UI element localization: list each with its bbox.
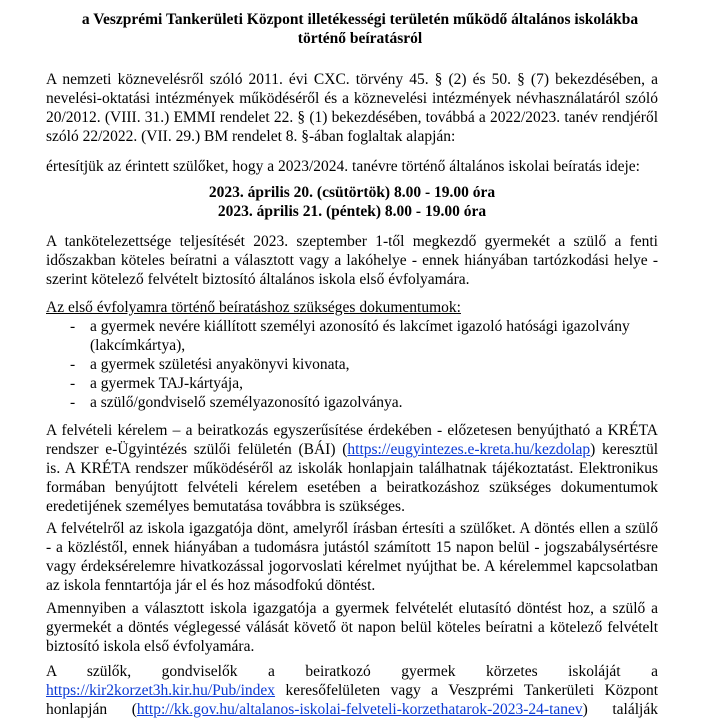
obligation-line: szerint kötelező felvételt biztosító általános iskola első évfolyamára.	[46, 271, 470, 288]
enrollment-date-1: 2023. április 20. (csütörtök) 8.00 - 19.00 óra	[208, 184, 496, 201]
list-item	[46, 355, 658, 374]
list-item-text: a gyermek TAJ-kártyája,	[90, 375, 243, 392]
decision-paragraph	[46, 519, 658, 595]
search-line: A szülők, gondviselők a beiratkozó gyermek körzetes iskoláját a	[46, 663, 658, 680]
search-text: ) találják	[582, 701, 658, 718]
search-text: honlapján (	[46, 701, 137, 718]
obligation-paragraph	[46, 232, 658, 289]
enrollment-date-2: 2023. április 21. (péntek) 8.00 - 19.00 óra	[217, 203, 487, 220]
kir-korzet-link[interactable]: https://kir2korzet3h.kir.hu/Pub/index	[46, 682, 276, 699]
bullet-dash: -	[70, 356, 76, 373]
kreta-line	[46, 440, 658, 459]
intro-line: szóló 22/2022. (VII. 29.) BM rendelet 8. §-ában foglaltak alapján:	[46, 128, 456, 145]
decision-line: az iskola fenntartója jár el és hoz másodfokú döntést.	[46, 577, 376, 594]
bullet-dash: -	[70, 394, 76, 411]
intro-line: A nemzeti köznevelésről szóló 2011. évi CXC. törvény 45. § (2) és 50. § (7) bekezdésében, a	[46, 71, 658, 88]
notice-text: értesítjük az érintett szülőket, hogy a 2023/2024. tanévre történő általános iskolai beíratás ideje:	[46, 158, 640, 175]
kreta-eugyintezes-link[interactable]: https://eugyintezes.e-kreta.hu/kezdolap	[347, 441, 591, 458]
kreta-line: eredetijének személyes bemutatása továbbra is szükséges.	[46, 498, 405, 515]
kreta-paragraph	[46, 421, 658, 516]
document-title-line-2: történő beíratásról	[297, 30, 423, 47]
list-item-text: a gyermek nevére kiállított személyi azonosító és lakcímet igazoló hatósági igazolvány	[90, 318, 630, 335]
kreta-line: is. A KRÉTA rendszer működéséről az iskolák honlapjain találhatnak tájékoztatást. Elektronikus	[46, 460, 658, 477]
list-item	[46, 393, 658, 412]
obligation-line: A tankötelezettsége teljesítését 2023. szeptember 1-től megkezdő gyermekét a szülő a fenti	[46, 233, 658, 250]
list-item-text: a szülő/gondviselő személyazonosító igazolványa.	[90, 394, 403, 411]
intro-paragraph	[46, 70, 658, 146]
rejection-line: gyermekét a döntés véglegessé válását követő öt napon belül köteles beíratni a kötelező felvételt	[46, 619, 658, 636]
enrollment-dates	[46, 183, 658, 221]
rejection-paragraph	[46, 599, 658, 656]
decision-line: - a közléstől, ennek hiányában a tudomásra jutástól számított 15 napon belül - jogszabálysértésre	[46, 539, 658, 556]
obligation-line: időszakban köteles beíratni a választott vagy a lakóhelye - ennek hiányában tartózkodási helye -	[46, 252, 658, 269]
search-text: keresőfelületen vagy a Veszprémi Tankerületi Központ	[275, 682, 658, 699]
intro-line: nevelési-oktatási intézmények működéséről és a köznevelési intézmények névhasználatáról szóló	[46, 90, 658, 107]
documents-list	[46, 317, 658, 412]
search-line	[46, 700, 658, 719]
documents-heading: Az első évfolyamra történő beíratáshoz szükséges dokumentumok:	[46, 299, 461, 316]
documents-section	[46, 298, 658, 412]
korzethatarok-link[interactable]: http://kk.gov.hu/altalanos-iskolai-felveteli-korzethatarok-2023-24-tanev	[136, 701, 583, 718]
document-title-line-1: a Veszprémi Tankerületi Központ illetékességi területén működő általános iskolákba	[81, 11, 639, 28]
decision-line: A felvételről az iskola igazgatója dönt, amelyről írásban értesíti a szülőket. A döntés ellen a szülő	[46, 520, 658, 537]
list-item	[46, 317, 658, 336]
list-item-text: (lakcímkártya),	[90, 337, 186, 354]
kreta-text: rendszer e-Ügyintézés szülői felületén (BÁI) (	[46, 441, 348, 458]
decision-line: vagy érdeksérelemre hivatkozással jogorvoslati kérelmet nyújthat be. A kérelemmel kapcsolatban	[46, 558, 658, 575]
rejection-line: biztosító iskola első évfolyamára.	[46, 638, 255, 655]
rejection-line: Amennyiben a választott iskola igazgatója a gyermek felvételét elutasító döntést hoz, a szülő a	[46, 600, 658, 617]
notice-paragraph	[46, 157, 658, 176]
list-item-continuation	[46, 336, 658, 355]
list-item	[46, 374, 658, 393]
intro-line: 20/2012. (VIII. 31.) EMMI rendelet 22. § (1) bekezdésében, továbbá a 2022/2023. tanév rendjéről	[46, 109, 658, 126]
bullet-dash: -	[70, 375, 76, 392]
kreta-text: ) keresztül	[590, 441, 659, 458]
kreta-line: formában benyújtott felvételi kérelem esetében a beiratkozáshoz szükséges dokumentumok	[46, 479, 658, 496]
search-line	[46, 681, 658, 700]
kreta-line: A felvételi kérelem – a beiratkozás egyszerűsítése érdekében - előzetesen benyújtható a KRÉTA	[46, 422, 658, 439]
list-item-text: a gyermek születési anyakönyvi kivonata,	[90, 356, 350, 373]
bullet-dash: -	[70, 318, 76, 335]
search-paragraph	[46, 662, 658, 719]
